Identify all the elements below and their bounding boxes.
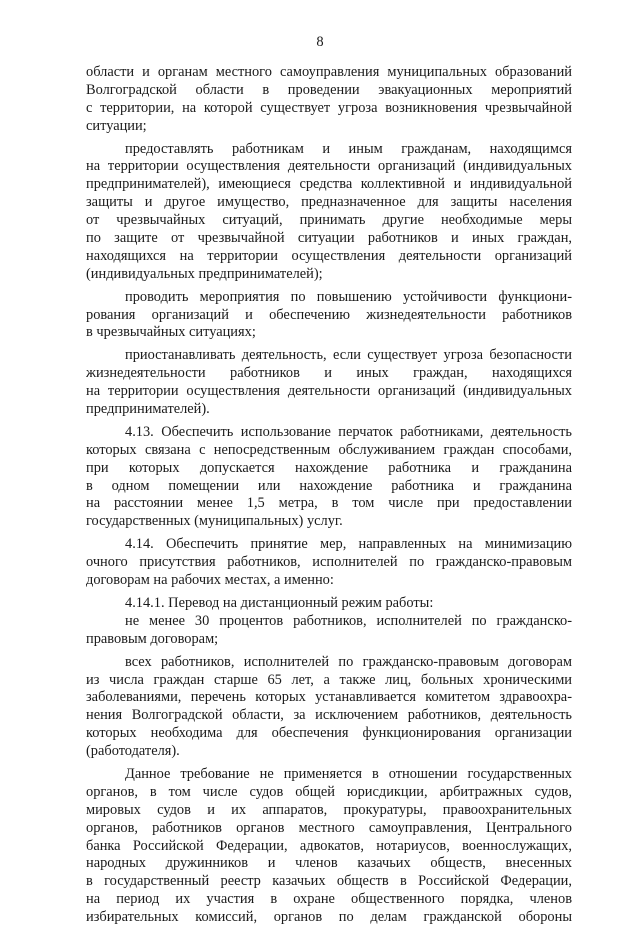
text-line: ситуации; <box>86 117 147 134</box>
text-line: правовым договорам; <box>86 630 219 647</box>
text-line: по защите от чрезвычайной ситуации работников и иных граждан, <box>86 230 572 247</box>
text-line: 4.13. Обеспечить использование перчаток работниками, деятельность <box>125 423 572 440</box>
text-line: избирательных комиссий, органов по делам гражданской обороны <box>86 909 572 926</box>
text-line: на расстоянии менее 1,5 метра, в том числе при предоставлении <box>86 495 572 512</box>
text-line: предпринимателей), имеющиеся средства коллективной и индивидуальной <box>86 176 572 193</box>
text-line: которых связана с непосредственным обслуживанием граждан способами, <box>86 441 572 458</box>
page-number: 8 <box>316 34 324 50</box>
text-line: Волгоградской области в проведении эвакуационных мероприятий <box>86 81 572 98</box>
text-line: рования организаций и обеспечению жизнедеятельности работников <box>86 306 572 323</box>
text-line: органов, в том числе судов общей юрисдикции, арбитражных судов, <box>86 783 572 800</box>
text-line: заболеваниями, перечень которых устанавливается комитетом здравоохра- <box>86 689 572 706</box>
text-line: жизнедеятельности работников и иных граждан, находящихся <box>86 365 572 382</box>
text-line: очного присутствия работников, исполнителей по гражданско-правовым <box>86 554 572 571</box>
text-line: в чрезвычайных ситуациях; <box>86 324 256 341</box>
text-line: с территории, на которой существует угроза возникновения чрезвычайной <box>86 99 572 116</box>
text-line: 4.14.1. Перевод на дистанционный режим работы: <box>125 594 434 611</box>
text-line: банка Российской Федерации, адвокатов, нотариусов, военнослужащих, <box>86 837 572 854</box>
text-line: в государственный реестр казачьих обществ в Российской Федерации, <box>86 873 572 890</box>
text-line: 4.14. Обеспечить принятие мер, направленных на минимизацию <box>125 536 572 553</box>
text-line: государственных (муниципальных) услуг. <box>86 513 343 530</box>
text-line: приостанавливать деятельность, если существует угроза безопасности <box>125 347 572 364</box>
text-line: предоставлять работникам и иным гражданам, находящимся <box>125 140 572 157</box>
text-line: проводить мероприятия по повышению устойчивости функциони- <box>125 288 572 305</box>
text-line: (индивидуальных предпринимателей); <box>86 265 323 282</box>
text-line: от чрезвычайных ситуаций, принимать другие необходимые меры <box>86 212 572 229</box>
text-line: которых необходима для обеспечения функционирования организации <box>86 725 572 742</box>
text-line: на территории осуществления деятельности организаций (индивидуальных <box>86 158 572 175</box>
text-line: защиты и другое имущество, предназначенное для защиты населения <box>86 194 572 211</box>
document-body <box>86 64 572 927</box>
text-line: предпринимателей). <box>86 401 210 418</box>
text-line: (работодателя). <box>86 743 180 760</box>
text-line: области и органам местного самоуправления муниципальных образований <box>86 64 572 80</box>
text-line: не менее 30 процентов работников, исполнителей по гражданско- <box>125 612 572 629</box>
text-line: на территории осуществления деятельности организаций (индивидуальных <box>86 383 572 400</box>
text-line: всех работников, исполнителей по гражданско-правовым договорам <box>125 653 572 670</box>
text-line: органов, работников органов местного самоуправления, Центрального <box>86 819 572 836</box>
text-line: из числа граждан старше 65 лет, а также лиц, больных хроническими <box>86 671 572 688</box>
text-line: Данное требование не применяется в отношении государственных <box>125 765 572 782</box>
text-line: находящихся на территории осуществления деятельности организаций <box>86 247 572 264</box>
text-line: в одном помещении или нахождение работника и гражданина <box>86 477 572 494</box>
text-line: народных дружинников и членов казачьих обществ, внесенных <box>86 855 572 872</box>
text-line: при которых допускается нахождение работника и гражданина <box>86 459 572 476</box>
text-line: мировых судов и их аппаратов, прокуратуры, правоохранительных <box>86 801 572 818</box>
text-line: на период их участия в охране общественного порядка, членов <box>86 891 572 908</box>
text-line: нения Волгоградской области, за исключением работников, деятельность <box>86 707 572 724</box>
text-line: договорам на рабочих местах, а именно: <box>86 572 334 589</box>
